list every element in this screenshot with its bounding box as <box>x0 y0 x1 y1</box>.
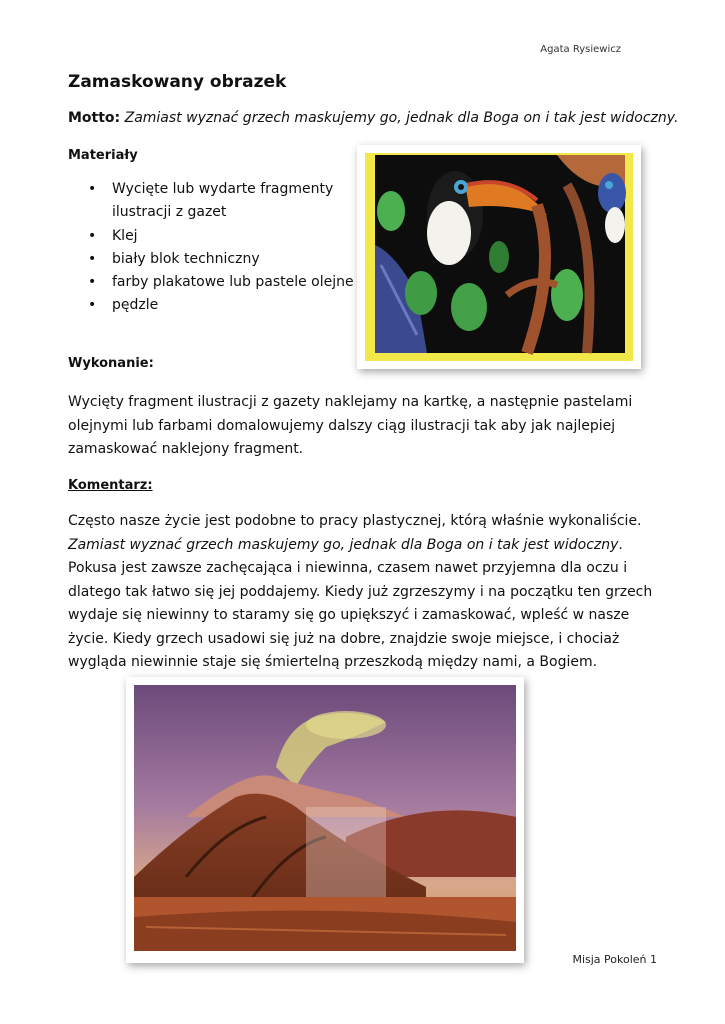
toucan-collage-photo <box>357 145 641 369</box>
materials-heading: Materiały <box>68 148 138 163</box>
comment-rest: . Pokusa jest zawsze zachęcająca i niewinna, czasem nawet przyjemna dla oczu i dlatego tak łatwo się jej poddajemy. Kiedy już zgrzeszymy i na początku ten grzech wydaje się niewinny to staramy się go upiększyć i zamaskować, wpleść w nasze życie. Kiedy grzech usadowi się już na dobre, znajdzie swoje miejsce, i chociaż wygląda niewinnie staje się śmiertelną przeszkodą między nami, a Bogiem. <box>68 536 653 670</box>
comment-heading: Komentarz: <box>68 478 153 493</box>
motto <box>68 110 678 126</box>
materials-list <box>84 178 354 318</box>
comment-text <box>68 510 658 675</box>
list-item: • Wycięte lub wydarte fragmenty ilustracji z gazet <box>84 178 354 225</box>
comment-quote: Zamiast wyznać grzech maskujemy go, jednak dla Boga on i tak jest widoczny <box>68 536 619 553</box>
list-item: • Klej <box>84 225 354 248</box>
page-title: Zamaskowany obrazek <box>68 72 287 92</box>
execution-heading: Wykonanie: <box>68 356 154 371</box>
execution-text: Wycięty fragment ilustracji z gazety naklejamy na kartkę, a następnie pastelami olejnymi lub farbami domalowujemy dalszy ciąg ilustracji tak aby jak najlepiej zamaskować naklejony fragment. <box>68 394 633 457</box>
list-item: • biały blok techniczny <box>84 248 354 271</box>
motto-label: Motto: <box>68 110 121 126</box>
list-item: • pędzle <box>84 294 354 317</box>
volcano-collage-photo <box>126 677 524 963</box>
comment-intro: Często nasze życie jest podobne to pracy plastycznej, którą właśnie wykonaliście. <box>68 513 642 529</box>
motto-text: Zamiast wyznać grzech maskujemy go, jednak dla Boga on i tak jest widoczny. <box>124 110 679 126</box>
header-author: Agata Rysiewicz <box>540 44 621 55</box>
footer: Misja Pokoleń 1 <box>572 953 657 966</box>
list-item: • farby plakatowe lub pastele olejne <box>84 271 354 294</box>
